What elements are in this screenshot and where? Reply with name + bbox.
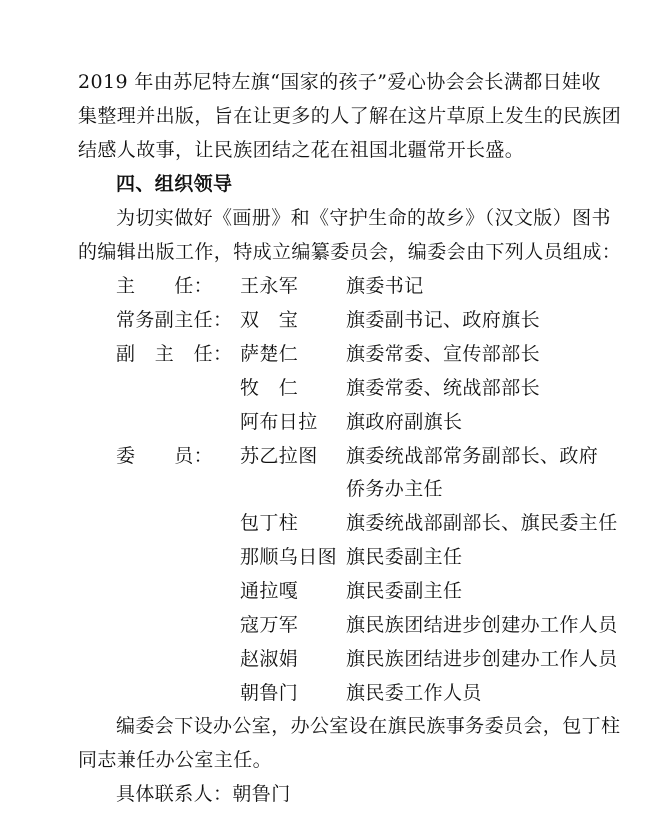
committee-member-position: 旗委常委、统战部部长 [346, 377, 541, 399]
committee-member-position: 旗政府副旗长 [346, 411, 463, 433]
committee-member-position: 旗民族团结进步创建办工作人员 [346, 614, 618, 636]
section-heading: 四、组织领导 [116, 173, 233, 195]
contact-line: 具体联系人：朝鲁门 [116, 783, 291, 805]
section-paragraph-line-1: 为切实做好《画册》和《守护生命的故乡》（汉文版）图书 [116, 207, 611, 229]
intro-line-3: 结感人故事，让民族团结之花在祖国北疆常开长盛。 [78, 139, 525, 161]
committee-member-name: 包丁柱 [240, 512, 299, 534]
committee-role: 主 任： [116, 275, 214, 297]
intro-line-1: 2019 年由苏尼特左旗“国家的孩子”爱心协会会长满都日娃收 [78, 71, 601, 93]
committee-member-name: 双 宝 [240, 309, 299, 331]
committee-role: 常务副主任： [116, 309, 233, 331]
committee-member-name: 苏乙拉图 [240, 445, 318, 467]
committee-member-position: 旗民委副主任 [346, 546, 463, 568]
section-paragraph-line-2: 的编辑出版工作，特成立编纂委员会，编委会由下列人员组成： [78, 241, 622, 263]
office-paragraph-line-2: 同志兼任办公室主任。 [78, 749, 273, 771]
committee-member-position: 旗委书记 [346, 275, 424, 297]
committee-member-position-continued: 侨务办主任 [346, 478, 444, 500]
committee-role: 副 主 任： [116, 343, 233, 365]
committee-member-name: 萨楚仁 [240, 343, 299, 365]
committee-member-position: 旗委常委、宣传部部长 [346, 343, 541, 365]
committee-member-name: 牧 仁 [240, 377, 299, 399]
office-paragraph-line-1: 编委会下设办公室，办公室设在旗民族事务委员会，包丁柱 [116, 715, 621, 737]
committee-member-name: 那顺乌日图 [240, 546, 338, 568]
committee-role: 委 员： [116, 445, 214, 467]
committee-member-position: 旗民委工作人员 [346, 682, 482, 704]
committee-member-name: 朝鲁门 [240, 682, 299, 704]
committee-member-position: 旗委统战部常务副部长、政府 [346, 445, 599, 467]
committee-member-name: 通拉嘎 [240, 580, 299, 602]
committee-member-name: 阿布日拉 [240, 411, 318, 433]
committee-member-position: 旗委副书记、政府旗长 [346, 309, 541, 331]
committee-member-position: 旗民委副主任 [346, 580, 463, 602]
committee-member-position: 旗民族团结进步创建办工作人员 [346, 648, 618, 670]
committee-member-name: 赵淑娟 [240, 648, 299, 670]
intro-line-2: 集整理并出版，旨在让更多的人了解在这片草原上发生的民族团 [78, 105, 622, 127]
committee-member-name: 王永军 [240, 275, 299, 297]
committee-member-name: 寇万军 [240, 614, 299, 636]
committee-member-position: 旗委统战部副部长、旗民委主任 [346, 512, 618, 534]
